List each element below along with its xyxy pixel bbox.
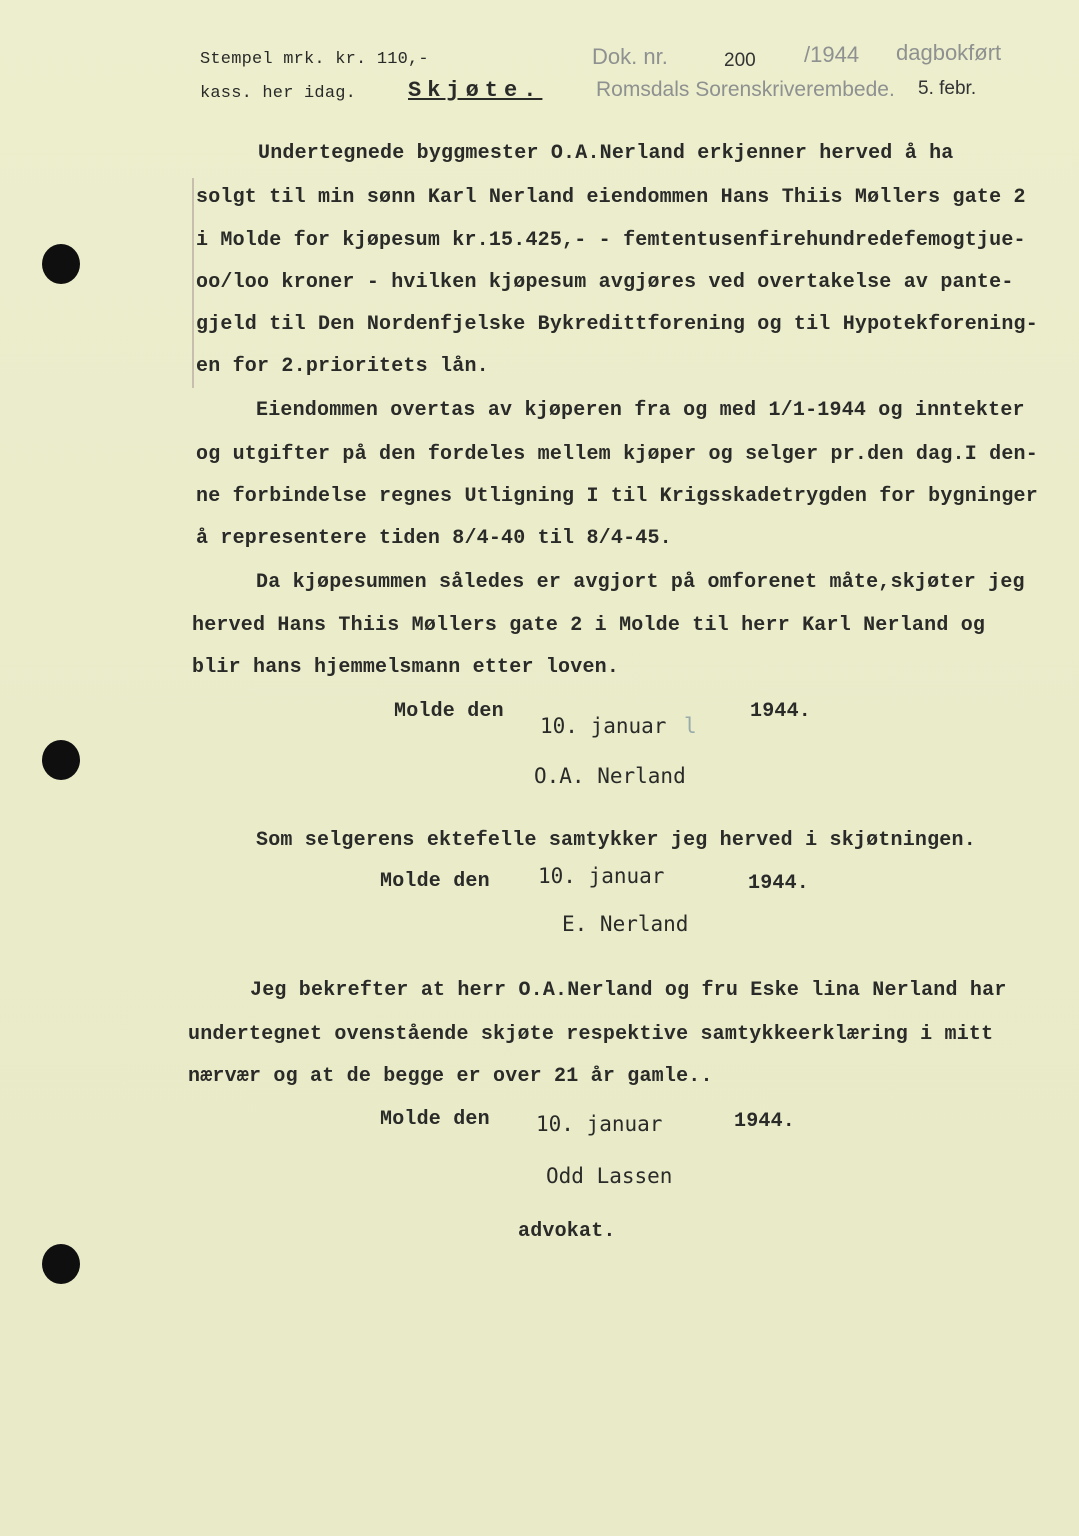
body-line: Undertegnede byggmester O.A.Nerland erkjenner herved å ha [258, 142, 954, 165]
year-typed: 1944. [734, 1110, 796, 1133]
body-line: solgt til min sønn Karl Nerland eiendommen Hans Thiis Møllers gate 2 [196, 186, 1026, 209]
punch-hole [42, 1244, 80, 1284]
stamp-dok-label: Dok. nr. [592, 44, 668, 69]
stamp-dagbok: dagbokført [896, 40, 1002, 65]
witness-line: Jeg bekrefter at herr O.A.Nerland og fru Eske lina Nerland har [250, 979, 1007, 1002]
date-typed: 10. januar [540, 714, 667, 738]
stamp-date: 5. febr. [918, 78, 977, 99]
place-label: Molde den [394, 700, 504, 723]
stempel-note: Stempel mrk. kr. 110,- [200, 50, 429, 69]
punch-hole [42, 740, 80, 780]
body-line: oo/loo kroner - hvilken kjøpesum avgjøres ved overtakelse av pante- [196, 271, 1014, 294]
stamp-office: Romsdals Sorenskriverembede. [596, 78, 895, 101]
place-label: Molde den [380, 1108, 490, 1131]
body-line: ne forbindelse regnes Utligning I til Krigsskadetrygden for bygninger [196, 485, 1038, 508]
stamp-number: 200 [724, 50, 756, 71]
body-line: og utgifter på den fordeles mellem kjøper og selger pr.den dag.I den- [196, 443, 1038, 466]
body-line: å representere tiden 8/4-40 til 8/4-45. [196, 527, 672, 550]
witness-line: undertegnet ovenstående skjøte respektive samtykkeerklæring i mitt [188, 1023, 994, 1046]
body-line: herved Hans Thiis Møllers gate 2 i Molde til herr Karl Nerland og [192, 614, 986, 637]
margin-rule [192, 178, 194, 388]
body-line: i Molde for kjøpesum kr.15.425,- - femtentusenfirehundredefemogtjue- [196, 229, 1026, 252]
document-type: Skjøte. [408, 78, 543, 103]
signature-name: E. Nerland [562, 912, 689, 936]
witness-title: advokat. [518, 1220, 616, 1243]
body-line: Da kjøpesummen således er avgjort på omforenet måte,skjøter jeg [256, 571, 1025, 594]
year-typed: 1944. [748, 872, 810, 895]
date-typed: 10. januar [538, 864, 665, 888]
stamp-year: /1944 [804, 42, 860, 67]
body-line: blir hans hjemmelsmann etter loven. [192, 656, 620, 679]
kass-note: kass. her idag. [200, 84, 357, 103]
date-typed: 10. januar [536, 1112, 663, 1136]
signature-name: Odd Lassen [546, 1164, 673, 1188]
body-line: gjeld til Den Nordenfjelske Bykredittforening og til Hypotekforening- [196, 313, 1038, 336]
consent-text: Som selgerens ektefelle samtykker jeg herved i skjøtningen. [256, 829, 976, 852]
body-line: Eiendommen overtas av kjøperen fra og med 1/1-1944 og inntekter [256, 399, 1025, 422]
year-typed: 1944. [750, 700, 812, 723]
witness-line: nærvær og at de begge er over 21 år gamle.. [188, 1065, 713, 1088]
body-line: en for 2.prioritets lån. [196, 355, 489, 378]
punch-hole [42, 244, 80, 284]
place-label: Molde den [380, 870, 490, 893]
date-mark: l [684, 714, 697, 738]
signature-name: O.A. Nerland [534, 764, 686, 788]
